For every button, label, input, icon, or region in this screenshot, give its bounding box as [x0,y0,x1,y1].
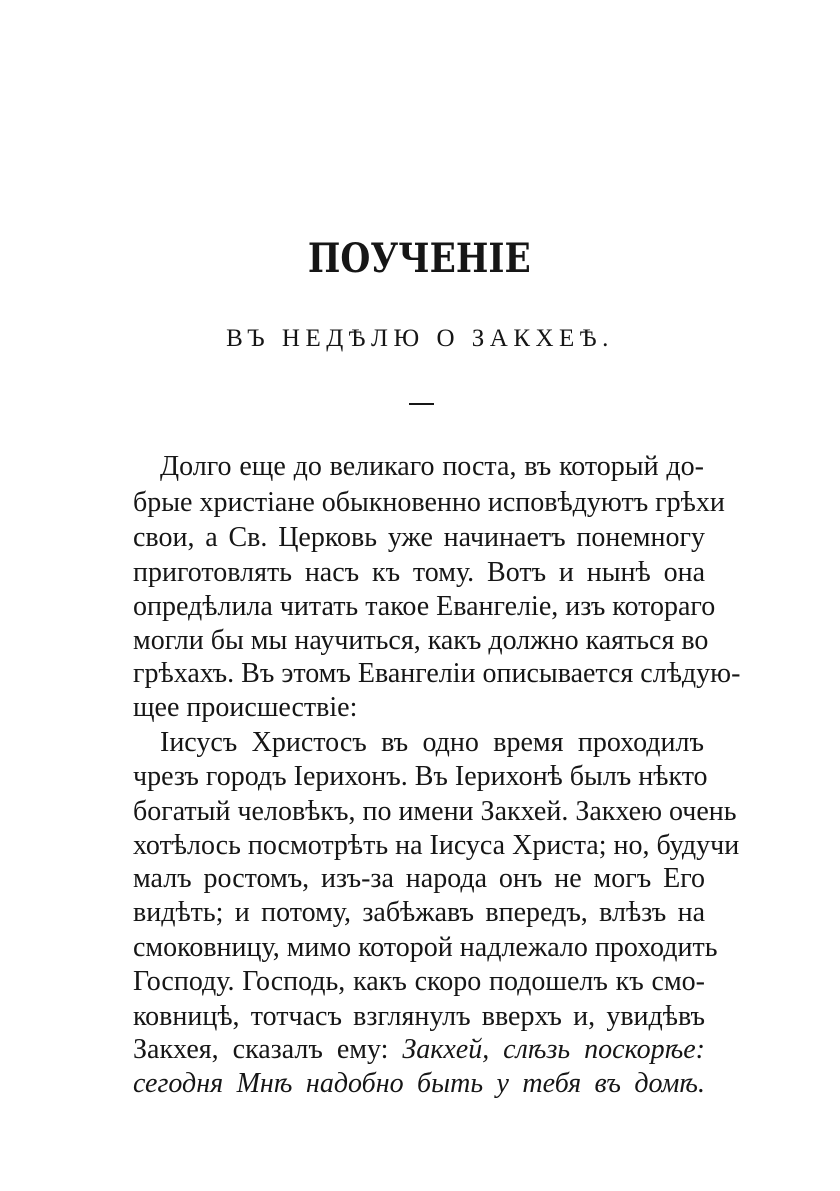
text-line: видѣть; и потому, забѣжавъ впередъ, влѣзъ на [133,897,705,928]
text-segment: Закхея, сказалъ ему: [133,1034,389,1065]
text-line: грѣхахъ. Въ этомъ Евангеліи описывается слѣдую- [133,658,741,689]
page-title: ПОУЧЕНІЕ [307,235,531,282]
text-line: опредѣлила читать такое Евангеліе, изъ котораго [133,591,716,622]
text-line: богатый человѣкъ, по имени Закхей. Закхею очень [133,796,737,827]
page-subtitle: ВЪ НЕДѢЛЮ О ЗАКХЕѢ. [226,325,614,352]
text-line: щее происшествіе: [133,692,358,723]
text-line: Долго еще до великаго поста, въ который до- [160,451,704,482]
text-line: свои, а Св. Церковь уже начинаетъ понемногу [133,522,705,553]
text-line: брые христіане обыкновенно исповѣдуютъ грѣхи [133,487,725,518]
text-line: малъ ростомъ, изъ-за народа онъ не могъ Его [133,863,705,894]
text-line: смоковницу, мимо которой надлежало проходить [133,932,718,963]
text-line: хотѣлось посмотрѣть на Іисуса Христа; но, будучи [133,830,740,861]
text-line: Господу. Господь, какъ скоро подошелъ къ смо- [133,966,705,997]
text-line: чрезъ городъ Іерихонъ. Въ Іерихонѣ былъ нѣкто [133,761,708,792]
text-line-italic: сегодня Мнѣ надобно быть у тебя въ домѣ. [133,1068,705,1099]
separator-rule [409,403,434,405]
text-line: могли бы мы научиться, какъ должно каяться во [133,625,709,656]
quoted-speech-italic: Закхей, слѣзь поскорѣе: [402,1034,706,1065]
text-line: приготовлять насъ къ тому. Вотъ и нынѣ она [133,557,705,588]
text-line: ковницѣ, тотчасъ взглянулъ вверхъ и, увидѣвъ [133,1001,705,1032]
text-line: Іисусъ Христосъ въ одно время проходилъ [160,727,704,758]
text-line-mixed [133,1033,705,1067]
